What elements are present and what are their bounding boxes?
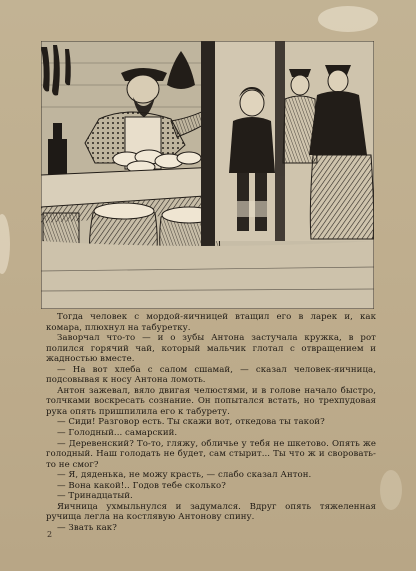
paper-stain — [0, 214, 10, 274]
paragraph: — Я, дяденька, не можу красть, — слабо сказал Антон. — [57, 470, 312, 481]
paragraph: Антон зажевал, вяло двигая челюстями, и в голове начало быстро, толчками воскресать сознание. Он попытался встать, но трехпудовая рука опять пришпилила его к табурету. — [46, 385, 376, 417]
woodcut-illustration — [41, 41, 374, 309]
paragraph: Яичница ухмыльнулся и задумался. Вдруг опять тяжеленная ручища легла на костлявую Антонову спину. — [46, 501, 376, 523]
paragraph: — Сиди! Разговор есть. Ты скажи вот, откедова ты такой? — [57, 417, 325, 428]
paragraph: — Деревенский? То-то, гляжу, обличье у тебя не шкетово. Опять же голодный. Наш голодать не будет, сам стырит... Ты что ж и своровать-то не смог? — [46, 438, 376, 470]
paragraph: — Голодный... самарский. — [57, 428, 178, 439]
paragraph: Заворчал что-то — и о зубы Антона застучала кружка, в рот полился горячий чай, который мальчик глотал с отвращением и жадностью вместе. — [46, 333, 376, 365]
page-number: 2 — [47, 530, 53, 539]
paper-stain — [318, 6, 378, 32]
paragraph: — Вона какой!.. Годов тебе сколько? — [57, 480, 226, 491]
paragraph: — Звать как? — [57, 522, 117, 533]
paragraph: — На вот хлеба с салом сшамай, — сказал человек-яичница, подсовывая к носу Антона ломоть. — [46, 364, 376, 386]
story-text — [46, 312, 376, 533]
paragraph: Тогда человек с мордой-яичницей втащил его в ларек и, как комара, плюхнул на табуретку. — [46, 312, 376, 333]
paragraph: — Тринадцатый. — [57, 491, 133, 502]
paper-stain — [380, 470, 402, 510]
